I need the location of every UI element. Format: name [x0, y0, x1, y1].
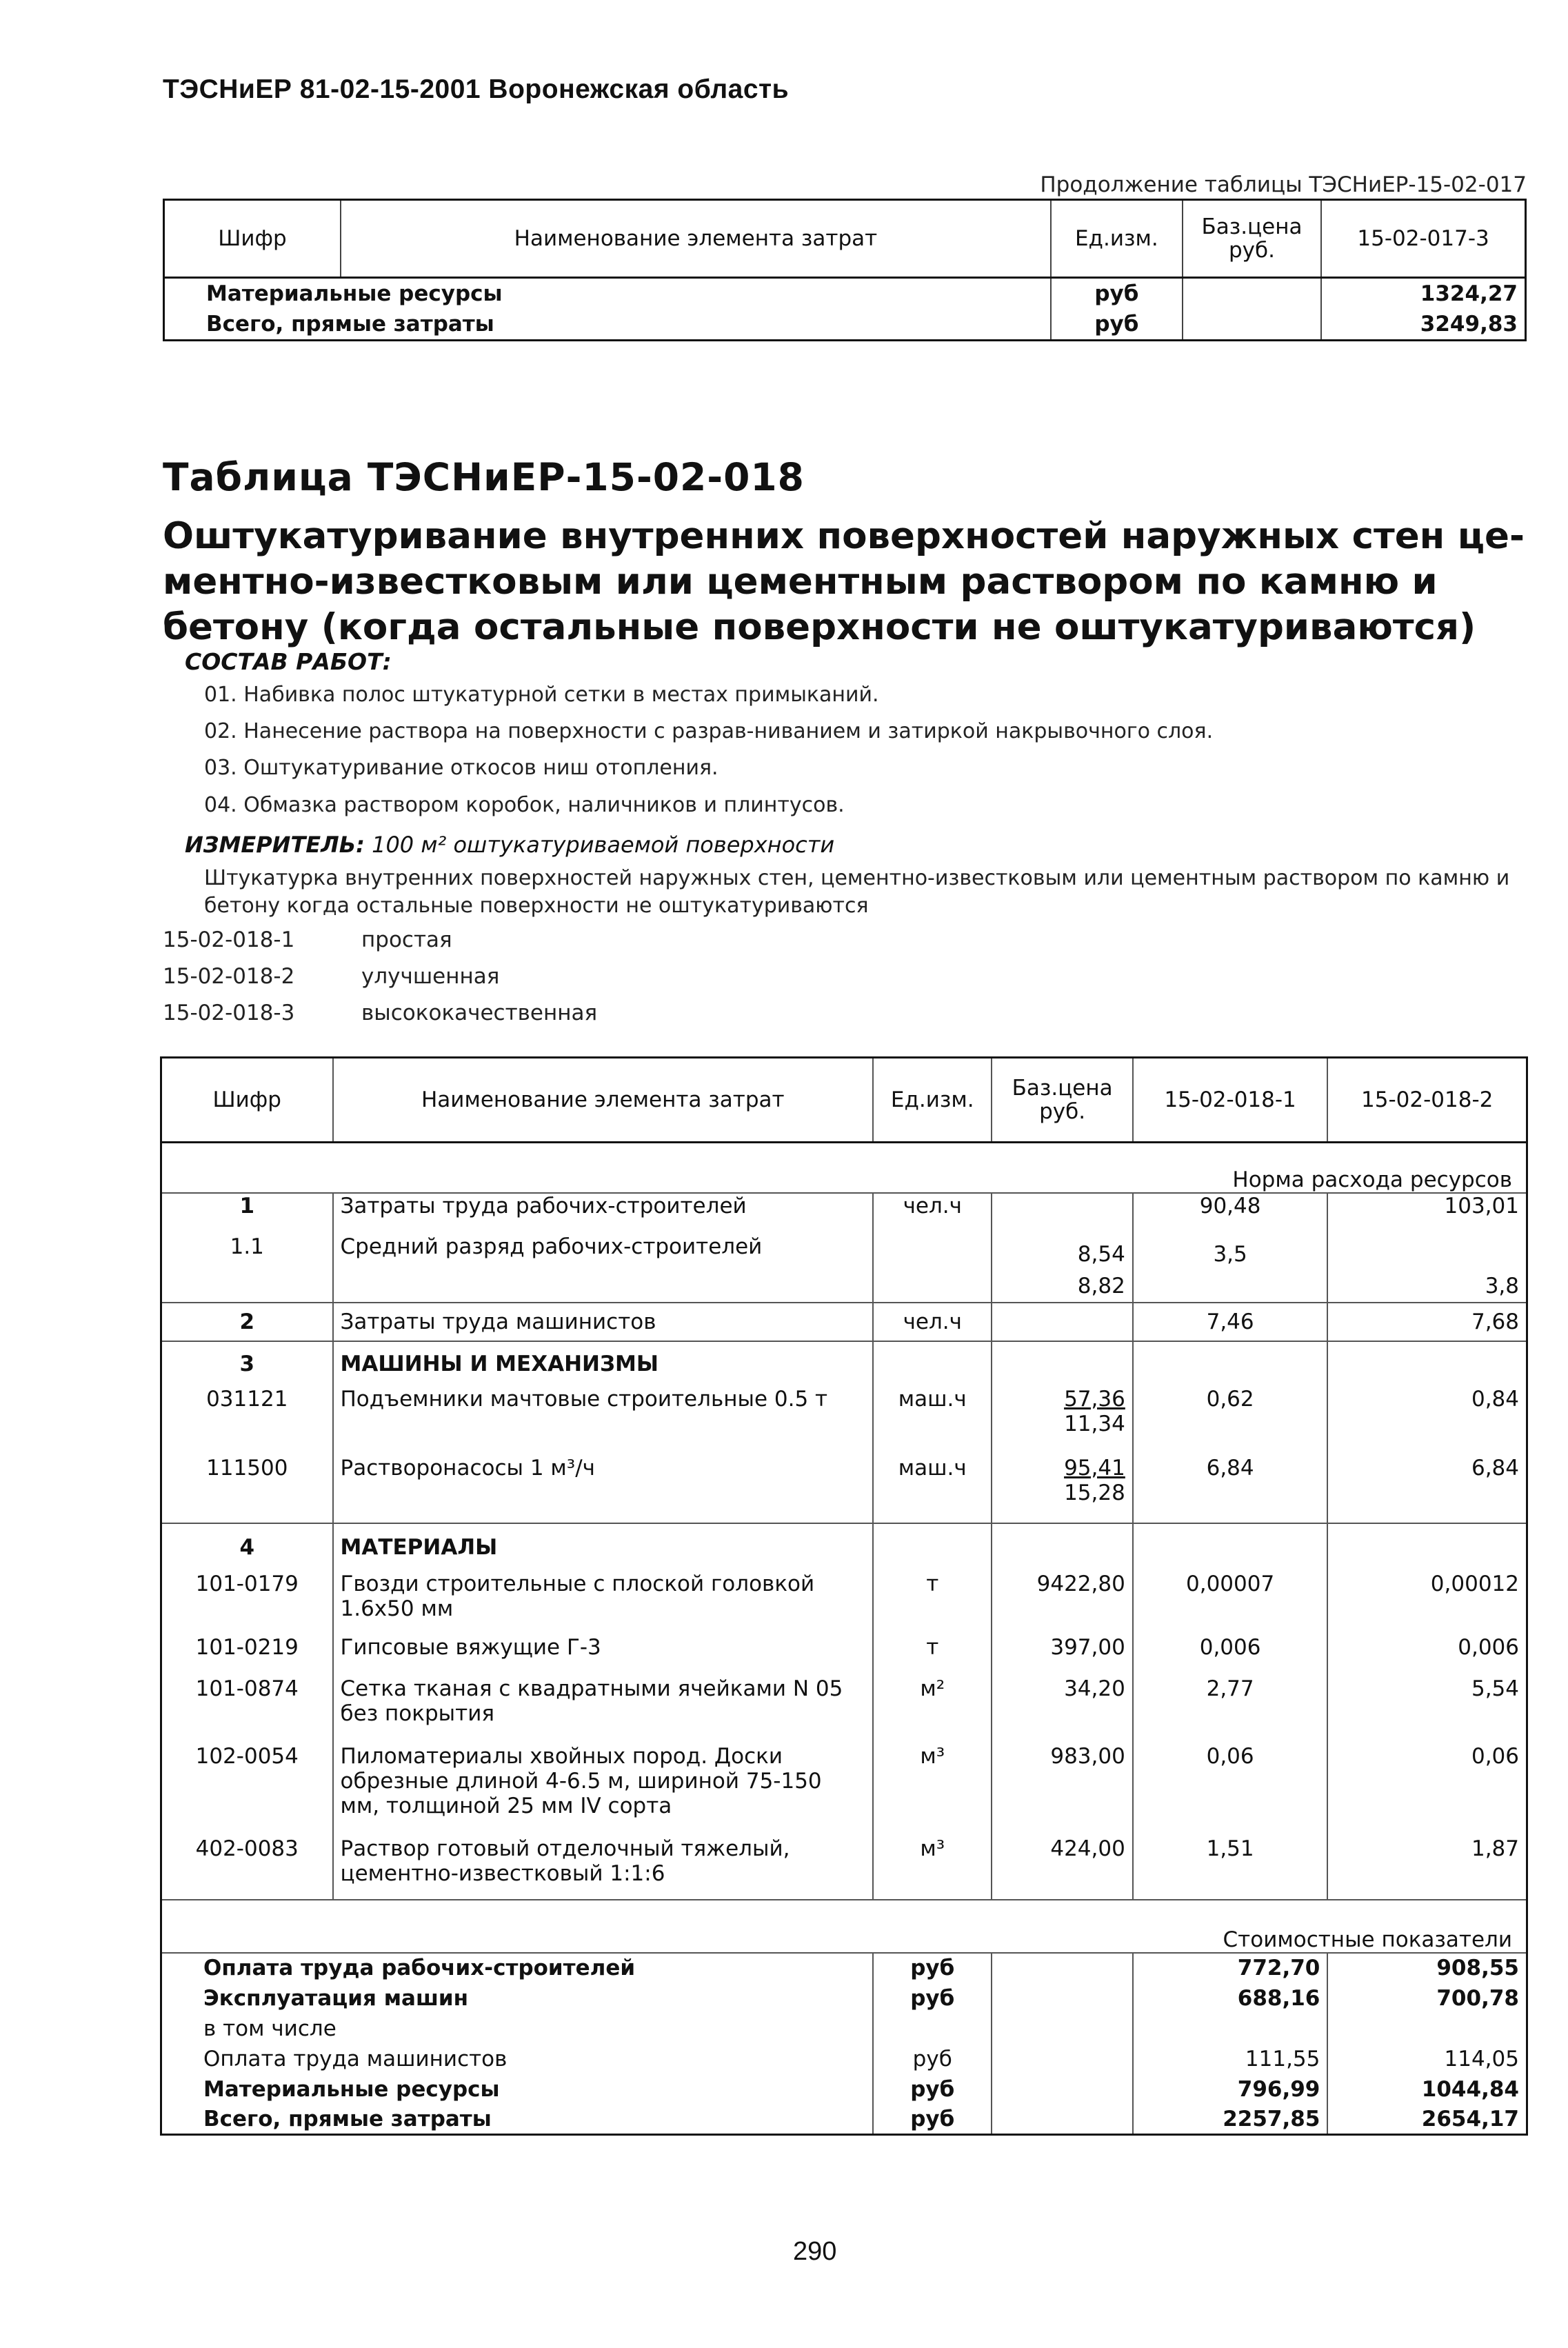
row-value-2: 3,8	[1327, 1234, 1527, 1303]
row-name: Раствор готовый отделочный тяжелый, цементно-известковый 1:1:6	[333, 1836, 874, 1900]
row-code: 031121	[206, 1386, 288, 1412]
table-header-row	[161, 1058, 1527, 1143]
col-header-value-2: 15-02-018-2	[1327, 1058, 1527, 1143]
section-code: 3	[239, 1352, 255, 1376]
row-unit: маш.ч	[873, 1456, 992, 1523]
row-value-2: 103,01	[1327, 1193, 1527, 1234]
section-code: 4	[239, 1535, 255, 1560]
row-value-1: 0,06	[1133, 1744, 1328, 1836]
row-unit: т	[873, 1572, 992, 1635]
table-row	[161, 1303, 1527, 1341]
table-header-row	[164, 200, 1526, 278]
row-value: 3249,83	[1321, 309, 1525, 341]
cost-value-2: 114,05	[1327, 2044, 1527, 2074]
cost-row	[161, 2074, 1527, 2105]
row-price	[1183, 309, 1321, 341]
row-value-1: 0,00007	[1133, 1572, 1328, 1635]
row-price	[992, 1387, 1132, 1456]
spacer-row	[161, 1900, 1527, 1927]
cost-row	[161, 2044, 1527, 2074]
cost-unit	[873, 2014, 992, 2044]
row-name: Затраты труда рабочих-строителей	[333, 1193, 874, 1234]
row-value-2: 6,84	[1327, 1456, 1527, 1523]
row-name: Гвозди строительные с плоской головкой 1.6х50 мм	[333, 1572, 874, 1635]
col-header-value: 15-02-017-3	[1321, 200, 1525, 278]
works-label: СОСТАВ РАБОТ:	[185, 648, 392, 675]
cost-name: в том числе	[203, 2016, 336, 2041]
row-name: Подъемники мачтовые строительные 0.5 т	[333, 1387, 874, 1456]
row-name: Всего, прямые затраты	[206, 312, 494, 337]
measure-label: ИЗМЕРИТЕЛЬ:	[185, 832, 365, 858]
stoim-label: Стоимостные показатели	[161, 1927, 1527, 1953]
code-number: 15-02-018-2	[163, 964, 295, 989]
price-value: 8,82	[1077, 1273, 1125, 1298]
row-value-2: 1,87	[1327, 1836, 1527, 1900]
table-row	[161, 1836, 1527, 1900]
cost-name: Оплата труда машинистов	[203, 2046, 507, 2071]
row-unit: чел.ч	[873, 1193, 992, 1234]
table-subtitle: Оштукатуривание внутренних поверхностей наружных стен це-ментно-известковым или цементным раствором по камню и бетону (когда остальные поверхности не оштукатуриваются)	[163, 515, 1525, 648]
measure-value: 100 м² оштукатуриваемой поверхности	[372, 832, 835, 858]
cost-name: Всего, прямые затраты	[203, 2106, 492, 2131]
row-code: 402-0083	[161, 1836, 333, 1900]
row-unit: руб	[1051, 278, 1183, 310]
code-number: 15-02-018-3	[163, 1001, 295, 1025]
row-name: Материальные ресурсы	[206, 281, 503, 306]
row-value-1: 7,46	[1133, 1303, 1328, 1341]
cost-row	[161, 2014, 1527, 2044]
col-header-value-1: 15-02-018-1	[1133, 1058, 1328, 1143]
cost-value-1: 2257,85	[1133, 2105, 1328, 2135]
row-value-1: 3,5	[1133, 1234, 1328, 1303]
col-header-unit: Ед.изм.	[873, 1058, 992, 1143]
col-header-price: Баз.цена руб.	[1183, 200, 1321, 278]
row-price: 9422,80	[992, 1572, 1132, 1635]
cost-value-1	[1133, 2014, 1328, 2044]
table-row	[161, 1744, 1527, 1836]
table-title: Таблица ТЭСНиЕР-15-02-018	[163, 455, 805, 499]
cost-value-2: 700,78	[1327, 1983, 1527, 2014]
row-price: 397,00	[992, 1635, 1132, 1676]
cost-row	[161, 1983, 1527, 2014]
row-code: 101-0219	[195, 1634, 299, 1660]
price-value: 8,54	[1077, 1241, 1125, 1267]
row-value-2: 0,06	[1327, 1744, 1527, 1836]
col-header-name: Наименование элемента затрат	[341, 200, 1051, 278]
row-value-1: 6,84	[1133, 1456, 1328, 1523]
row-price	[992, 1193, 1132, 1234]
row-price	[992, 1303, 1132, 1341]
row-code: 101-0874	[195, 1676, 299, 1701]
row-value-2: 0,00012	[1327, 1572, 1527, 1635]
cost-value-1: 111,55	[1133, 2044, 1328, 2074]
table-row	[161, 1193, 1527, 1234]
section-name: МАТЕРИАЛЫ	[333, 1523, 874, 1572]
row-price: 424,00	[992, 1836, 1132, 1900]
cost-value-2: 1044,84	[1327, 2074, 1527, 2105]
cost-unit: руб	[873, 2105, 992, 2135]
row-value-2: 0,006	[1327, 1635, 1527, 1676]
document-header: ТЭСНиЕР 81-02-15-2001 Воронежская область	[163, 74, 790, 104]
section-name: МАШИНЫ И МЕХАНИЗМЫ	[333, 1341, 874, 1387]
work-item: 03. Оштукатуривание откосов ниш отопления.	[204, 756, 718, 780]
row-code: 1	[239, 1193, 255, 1218]
row-unit: маш.ч	[873, 1387, 992, 1456]
row-value-2: 5,54	[1327, 1676, 1527, 1744]
code-name: простая	[361, 927, 452, 952]
table-row	[164, 278, 1526, 310]
col-header-price: Баз.цена руб.	[992, 1058, 1132, 1143]
row-price	[992, 1456, 1132, 1523]
table-row	[161, 1635, 1527, 1676]
code-name: высококачественная	[361, 1001, 598, 1025]
work-item: 01. Набивка полос штукатурной сетки в местах примыканий.	[204, 683, 879, 707]
row-code: 102-0054	[195, 1743, 299, 1769]
norma-label: Норма расхода ресурсов	[161, 1167, 1527, 1193]
price-value: 11,34	[1064, 1411, 1125, 1436]
table-015-02-018	[160, 1056, 1528, 2136]
row-value-2: 0,84	[1327, 1387, 1527, 1456]
cost-name: Оплата труда рабочих-строителей	[203, 1956, 636, 1980]
row-value-1: 2,77	[1133, 1676, 1328, 1744]
row-unit: руб	[1051, 309, 1183, 341]
work-item: 02. Нанесение раствора на поверхности с разрав-ниванием и затиркой накрывочного слоя.	[204, 719, 1214, 743]
cost-unit: руб	[873, 1983, 992, 2014]
row-price	[992, 1234, 1132, 1303]
row-value-1: 0,006	[1133, 1635, 1328, 1676]
row-price: 34,20	[992, 1676, 1132, 1744]
cost-value-1: 772,70	[1133, 1953, 1328, 1983]
measure-line	[185, 832, 834, 858]
work-item: 04. Обмазка раствором коробок, наличников и плинтусов.	[204, 793, 845, 817]
row-value-1: 90,48	[1133, 1193, 1328, 1234]
cost-value-1: 688,16	[1133, 1983, 1328, 2014]
col-header-unit: Ед.изм.	[1051, 200, 1183, 278]
table-015-02-017	[163, 199, 1527, 341]
row-unit: м²	[873, 1676, 992, 1744]
section-row	[161, 1523, 1527, 1572]
price-value: 95,41	[1064, 1455, 1125, 1481]
col-header-name: Наименование элемента затрат	[333, 1058, 874, 1143]
row-value-1: 1,51	[1133, 1836, 1328, 1900]
table-row	[161, 1387, 1527, 1456]
row-unit	[873, 1234, 992, 1303]
row-unit: чел.ч	[873, 1303, 992, 1341]
continuation-note: Продолжение таблицы ТЭСНиЕР-15-02-017	[1040, 172, 1527, 197]
cost-row	[161, 2105, 1527, 2135]
cost-name: Материальные ресурсы	[203, 2076, 500, 2102]
cost-value-2: 908,55	[1327, 1953, 1527, 1983]
code-number: 15-02-018-1	[163, 927, 295, 952]
table-row	[161, 1234, 1527, 1303]
cost-value-2: 2654,17	[1327, 2105, 1527, 2135]
row-name: Сетка тканая с квадратными ячейками N 05 без покрытия	[333, 1676, 874, 1744]
price-value: 57,36	[1064, 1386, 1125, 1412]
code-name: улучшенная	[361, 964, 500, 989]
row-name: Растворонасосы 1 м³/ч	[333, 1456, 874, 1523]
stoim-label-row	[161, 1927, 1527, 1953]
row-name: Затраты труда машинистов	[333, 1303, 874, 1341]
row-price	[1183, 278, 1321, 310]
cost-name: Эксплуатация машин	[203, 1985, 469, 2011]
row-value-1: 0,62	[1133, 1387, 1328, 1456]
row-code: 1.1	[161, 1234, 333, 1303]
row-unit: т	[873, 1635, 992, 1676]
row-price: 983,00	[992, 1744, 1132, 1836]
col-header-code: Шифр	[161, 1058, 333, 1143]
page-number: 290	[793, 2237, 837, 2266]
table-row	[161, 1456, 1527, 1523]
row-code: 111500	[161, 1456, 333, 1523]
row-value-2: 7,68	[1327, 1303, 1527, 1341]
description: Штукатурка внутренних поверхностей наружных стен, цементно-известковым или цементным раствором по камню и бетону когда остальные поверхности не оштукатуриваются	[204, 866, 1510, 918]
cost-unit: руб	[873, 2074, 992, 2105]
norma-label-row	[161, 1167, 1527, 1193]
row-name: Средний разряд рабочих-строителей	[333, 1234, 874, 1303]
table-row	[164, 309, 1526, 341]
row-value: 1324,27	[1321, 278, 1525, 310]
cost-row	[161, 1953, 1527, 1983]
price-value: 15,28	[1064, 1480, 1125, 1505]
spacer-row	[161, 1143, 1527, 1167]
cost-value-1: 796,99	[1133, 2074, 1328, 2105]
row-name: Пиломатериалы хвойных пород. Доски обрезные длиной 4-6.5 м, шириной 75-150 мм, толщиной 25 мм IV сорта	[333, 1744, 874, 1836]
row-code: 101-0179	[195, 1571, 299, 1596]
row-name: Гипсовые вяжущие Г-3	[333, 1635, 874, 1676]
row-code: 2	[161, 1303, 333, 1341]
cost-unit: руб	[873, 2044, 992, 2074]
col-header-code: Шифр	[164, 200, 341, 278]
row-unit: м³	[873, 1744, 992, 1836]
table-row	[161, 1572, 1527, 1635]
cost-value-2	[1327, 2014, 1527, 2044]
table-row	[161, 1676, 1527, 1744]
cost-unit: руб	[873, 1953, 992, 1983]
row-unit: м³	[873, 1836, 992, 1900]
section-row	[161, 1341, 1527, 1387]
